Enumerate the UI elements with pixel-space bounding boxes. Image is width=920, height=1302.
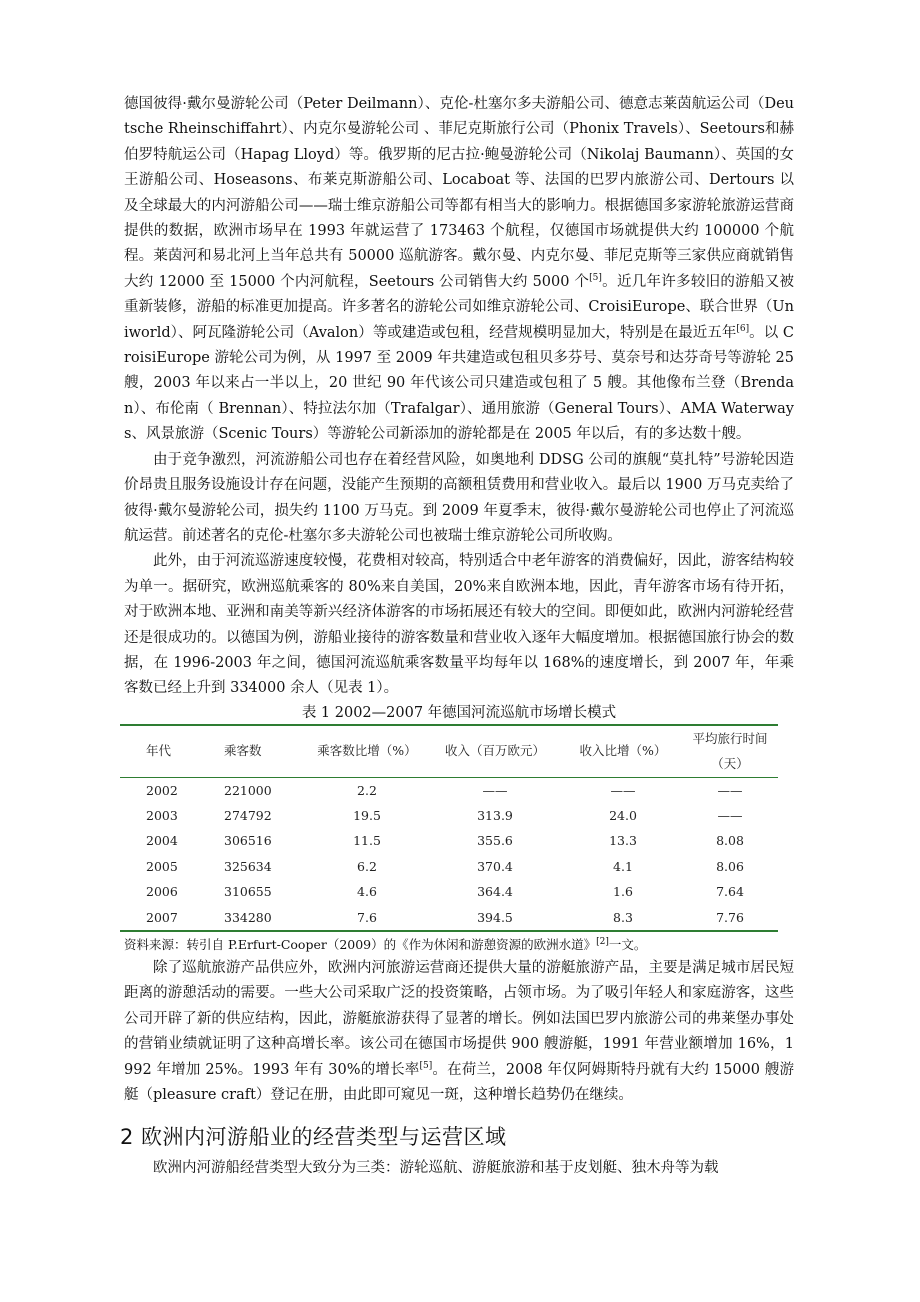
header-passenger-growth: 乘客数比增（%） — [317, 743, 417, 759]
paragraph-1-part-b: 。近几年许多较旧的游船又被重新装修，游船的标准更加提高。许多著名的游轮公司如维京游轮公司、CroisiEurope、联合世界（Uniworld）、阿瓦隆游轮公司（Avalon）等或建造或包租，经营规模明显加大，特别是在最近五年 — [124, 273, 795, 341]
cell-revenue-growth: 24.0 — [609, 807, 637, 823]
source-text-end: 一文。 — [608, 937, 647, 952]
paragraph-2: 由于竞争激烈，河流游船公司也存在着经营风险，如奥地利 DDSG 公司的旗舰“莫扎特”号游轮因造价昂贵且服务设施设计存在问题，没能产生预期的高额租赁费用和营业收入。最后以 1900 万马克卖给了彼得·戴尔曼游轮公司，损失约 1100 万马克。到 2009 年夏季末，彼得·戴尔曼游轮公司也停止了河流巡航运营。前述著名的克伦-杜塞尔多夫游轮公司也被瑞士维京游轮公司所收购。 — [124, 451, 794, 544]
paragraph-3: 此外，由于河流巡游速度较慢，花费相对较高，特别适合中老年游客的消费偏好，因此，游客结构较为单一。据研究，欧洲巡航乘客的 80%来自美国，20%来自欧洲本地，因此，青年游客市场有待开拓，对于欧洲本地、亚洲和南美等新兴经济体游客的市场拓展还有较大的空间。即便如此，欧洲内河游轮经营还是很成功的。以德国为例，游船业接待的游客数量和营业收入逐年大幅度增加。根据德国旅行协会的数据，在 1996-2003 年之间，德国河流巡航乘客数量平均每年以 168%的速度增长，到 2007 年，年乘客数已经上升到 334000 余人（见表 1）。 — [124, 553, 794, 697]
cell-passengers: 221000 — [224, 782, 272, 798]
cell-revenue: 370.4 — [477, 858, 513, 874]
cell-passenger-growth: 19.5 — [353, 807, 381, 823]
header-passengers: 乘客数 — [224, 743, 262, 759]
cell-passengers: 325634 — [224, 858, 272, 874]
citation-2: [2] — [596, 936, 609, 947]
document-page — [120, 92, 795, 1182]
cell-passenger-growth: 4.6 — [357, 884, 377, 900]
table-row — [120, 828, 778, 853]
paragraph-4 — [124, 956, 794, 1108]
table-row — [120, 777, 778, 803]
cell-revenue: 364.4 — [477, 884, 513, 900]
header-avg-trip-days: 平均旅行时间（天） — [692, 730, 768, 772]
cell-avg-trip-days: —— — [717, 782, 743, 798]
paragraph-1 — [124, 92, 794, 448]
header-revenue-growth: 收入比增（%） — [579, 743, 667, 759]
cell-year: 2002 — [146, 782, 178, 798]
cell-avg-trip-days: 7.64 — [716, 884, 744, 900]
paragraph-5: 欧洲内河游船经营类型大致分为三类：游轮巡航、游艇旅游和基于皮划艇、独木舟等为载 — [153, 1160, 719, 1177]
cell-revenue-growth: 1.6 — [613, 884, 633, 900]
cell-year: 2005 — [146, 858, 178, 874]
cell-passengers: 310655 — [224, 884, 272, 900]
table-caption: 表 1 2002—2007 年德国河流巡航市场增长模式 — [301, 704, 617, 721]
cell-revenue-growth: 8.3 — [613, 909, 633, 925]
cell-passenger-growth: 11.5 — [353, 833, 381, 849]
cell-year: 2003 — [146, 807, 178, 823]
citation-5-b: [5] — [419, 1060, 433, 1071]
cell-passengers: 306516 — [224, 833, 272, 849]
cell-avg-trip-days: 7.76 — [716, 909, 744, 925]
table-header-row — [120, 725, 778, 777]
paragraph-4-part-b: 。在荷兰，2008 年仅阿姆斯特丹就有大约 15000 艘游艇（pleasure craft）登记在册，由此即可窥见一斑，这种增长趋势仍在继续。 — [124, 1061, 794, 1104]
market-growth-table — [120, 724, 778, 932]
paragraph-4-part-a: 除了巡航旅游产品供应外，欧洲内河旅游运营商还提供大量的游艇旅游产品，主要是满足城市居民短距离的游憩活动的需要。一些大公司采取广泛的投资策略，占领市场。为了吸引年轻人和家庭游客，这些公司开辟了新的供应结构，因此，游艇旅游获得了显著的增长。例如法国巴罗内旅游公司的弗莱堡办事处的营销业绩就证明了这种高增长率。该公司在德国市场提供 900 艘游艇，1991 年营业额增加 16%，1992 年增加 25%。1993 年有 30%的增长率 — [124, 960, 794, 1078]
cell-year: 2006 — [146, 884, 178, 900]
cell-revenue: 355.6 — [477, 833, 513, 849]
cell-passengers: 274792 — [224, 807, 272, 823]
cell-year: 2007 — [146, 909, 178, 925]
table-row — [120, 879, 778, 904]
cell-passenger-growth: 2.2 — [357, 782, 377, 798]
cell-avg-trip-days: 8.08 — [716, 833, 744, 849]
cell-passengers: 334280 — [224, 909, 272, 925]
cell-revenue-growth: 13.3 — [609, 833, 637, 849]
citation-6: [6] — [736, 323, 750, 334]
table-row — [120, 905, 778, 931]
cell-avg-trip-days: 8.06 — [716, 858, 744, 874]
paragraph-1-part-a: 德国彼得·戴尔曼游轮公司（Peter Deilmann）、克伦-杜塞尔多夫游船公司、德意志莱茵航运公司（Deutsche Rheinschiffahrt）、内克尔曼游轮公司 、菲尼克斯旅行公司（Phonix Travels）、Seetours和赫伯罗特航运公司（Hapag Lloyd）等。俄罗斯的尼古拉·鲍曼游轮公司（Nikolaj Baumann）、英国的女王游船公司、Hoseasons、布莱克斯游船公司、Locaboat 等、法国的巴罗内旅游公司、Dertours 以及全球最大的内河游船公司——瑞士维京游船公司等都有相当大的影响力。根据德国多家游轮旅游运营商提供的数据，欧洲市场早在 1993 年就运营了 173463 个航程，仅德国市场就提供大约 100000 个航程。莱茵河和易北河上当年总共有 50000 巡航游客。戴尔曼、内克尔曼、菲尼克斯等三家供应商就销售大约 12000 至 15000 个内河航程，Seetours 公司销售大约 5000 个 — [124, 96, 794, 290]
paragraph-1-part-c: 。以 CroisiEurope 游轮公司为例，从 1997 至 2009 年共建造或包租贝多芬号、莫奈号和达芬奇号等游轮 25 艘，2003 年以来占一半以上，20 世纪 90 年代该公司只建造或包租了 5 艘。其他像布兰登（Brendan）、布伦南（ Brennan）、特拉法尔加（Trafalgar）、通用旅游（General Tours）、AMA Waterways、风景旅游（Scenic Tours）等游轮公司新添加的游轮都是在 2005 年以后，有的多达数十艘。 — [124, 324, 794, 443]
cell-revenue-growth: 4.1 — [613, 858, 633, 874]
cell-revenue: 313.9 — [477, 807, 513, 823]
header-revenue: 收入（百万欧元） — [444, 743, 545, 759]
cell-year: 2004 — [146, 833, 178, 849]
cell-passenger-growth: 6.2 — [357, 858, 377, 874]
table-row — [120, 854, 778, 879]
header-year: 年代 — [146, 743, 172, 759]
cell-revenue: 394.5 — [477, 909, 513, 925]
table-source-note — [124, 934, 794, 956]
cell-passenger-growth: 7.6 — [357, 909, 377, 925]
cell-avg-trip-days: —— — [717, 807, 743, 823]
cell-revenue: —— — [482, 782, 508, 798]
table-row — [120, 803, 778, 828]
citation-5: [5] — [589, 273, 602, 284]
source-text: 资料来源：转引自 P.Erfurt-Cooper（2009）的《作为休闲和游憩资源的欧洲水道》 — [124, 937, 597, 952]
section-heading: 2 欧洲内河游船业的经营类型与运营区域 — [120, 1125, 507, 1150]
cell-revenue-growth: —— — [610, 782, 636, 798]
